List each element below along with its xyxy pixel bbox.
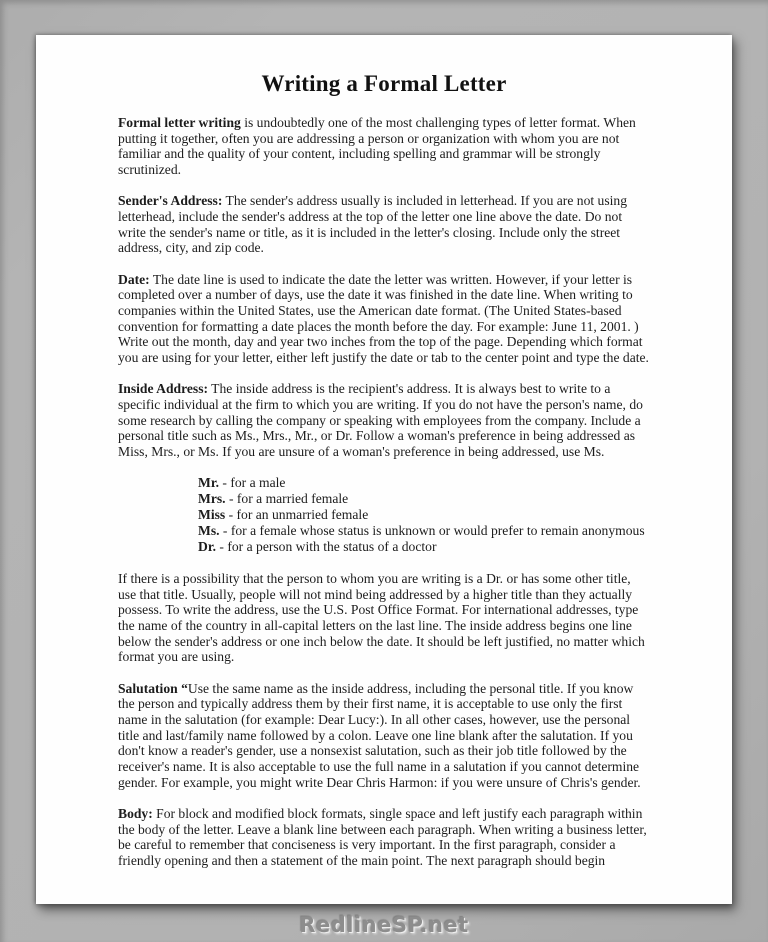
- list-item-mr-definition: - for a male: [219, 475, 286, 491]
- list-item-mrs-term: Mrs.: [198, 491, 226, 507]
- paragraph-body-text: For block and modified block formats, single space and left justify each paragraph within the body of the letter. Leave a blank line between each paragraph. When writing a business letter, be careful to remember that conciseness is very important. In the first paragraph, consider a friendly opening and then a statement of the main point. The next paragraph should begin: [118, 806, 647, 869]
- paragraph-senders-address: [118, 193, 650, 256]
- paragraph-date: [118, 272, 650, 366]
- list-item-miss-definition: - for an unmarried female: [225, 507, 369, 523]
- paragraph-inside-address: [118, 381, 650, 460]
- list-item-dr-term: Dr.: [198, 539, 217, 555]
- list-item-mrs: [198, 491, 650, 507]
- paragraph-inside-address-text: The inside address is the recipient's address. It is always best to write to a specific individual at the firm to which you are writing. If you do not have the person's name, do some research by calling the company or speaking with employees from the company. Include a personal title such as Ms., Mrs., Mr., or Dr. Follow a woman's preference in being addressed as Miss, Mrs., or Ms. If you are unsure of a woman's preference in being addressed, use Ms.: [118, 381, 643, 460]
- paragraph-body-lead: Body:: [118, 806, 153, 821]
- list-item-dr-definition: - for a person with the status of a doctor: [216, 539, 437, 555]
- list-item-ms-term: Ms.: [198, 523, 220, 539]
- list-item-mr-term: Mr.: [198, 475, 220, 491]
- paragraph-intro-text: is undoubtedly one of the most challenging types of letter format. When putting it together, often you are addressing a person or organization with whom you are not familiar and the quality of your content, including spelling and grammar will be strongly scrutinized.: [118, 115, 636, 178]
- paragraph-senders-address-text: The sender's address usually is included in letterhead. If you are not using letterhead, include the sender's address at the top of the letter one line above the date. Do not write the sender's name or title, as it is included in the letter's closing. Include only the street address, city, and zip code.: [118, 193, 627, 256]
- list-item-dr: [198, 539, 650, 555]
- list-item-mr: [198, 475, 650, 491]
- document-page: [36, 35, 732, 904]
- paragraph-senders-address-lead: Sender's Address:: [118, 193, 223, 209]
- paragraph-intro-lead: Formal letter writing: [118, 115, 241, 130]
- paragraph-body: [118, 806, 650, 869]
- list-item-mrs-definition: - for a married female: [225, 491, 349, 507]
- paragraph-title-usage-text: If there is a possibility that the person to whom you are writing is a Dr. or has some other title, use that title. Usually, people will not mind being addressed by a higher title than they actually possess. To write the address, use the U.S. Post Office Format. For international addresses, type the name of the country in all-capital letters on the last line. The inside address begins one line below the sender's address or one inch below the date. It should be left justified, no matter which format you are using.: [118, 570, 645, 665]
- paragraph-inside-address-lead: Inside Address:: [118, 381, 209, 397]
- list-item-ms-definition: - for a female whose status is unknown or would prefer to remain anonymous: [219, 523, 645, 539]
- paragraph-intro: [118, 115, 650, 178]
- list-item-miss-term: Miss: [198, 507, 226, 523]
- paragraph-salutation-lead: Salutation “: [118, 680, 188, 696]
- list-item-ms: [198, 523, 650, 539]
- page-title: Writing a Formal Letter: [261, 71, 507, 96]
- paragraph-date-lead: Date:: [118, 271, 150, 287]
- paragraph-salutation-text: Use the same name as the inside address, including the personal title. If you know the person and typically address them by their first name, it is acceptable to use only the first name in the salutation (for example: Dear Lucy:). In all other cases, however, use the personal title and last/family name followed by a colon. Leave one line blank after the salutation. If you don't know a reader's gender, use a nonsexist salutation, such as their job title followed by the receiver's name. It is also acceptable to use the full name in a salutation if you cannot determine gender. For example, you might write Dear Chris Harmon: if you were unsure of Chris's gender.: [118, 680, 641, 790]
- watermark: RedlineSP.net: [299, 913, 469, 937]
- paragraph-salutation: [118, 681, 650, 791]
- personal-titles-list: [198, 475, 650, 555]
- list-item-miss: [198, 507, 650, 523]
- paragraph-date-text: The date line is used to indicate the date the letter was written. However, if your letter is completed over a number of days, use the date it was finished in the date line. When writing to companies within the United States, use the American date format. (The United States-based convention for formatting a date places the month before the day. For example: June 11, 2001. ) Write out the month, day and year two inches from the top of the page. Depending which format you are using for your letter, either left justify the date or tab to the center point and type the date.: [118, 271, 649, 366]
- paragraph-title-usage: [118, 571, 650, 665]
